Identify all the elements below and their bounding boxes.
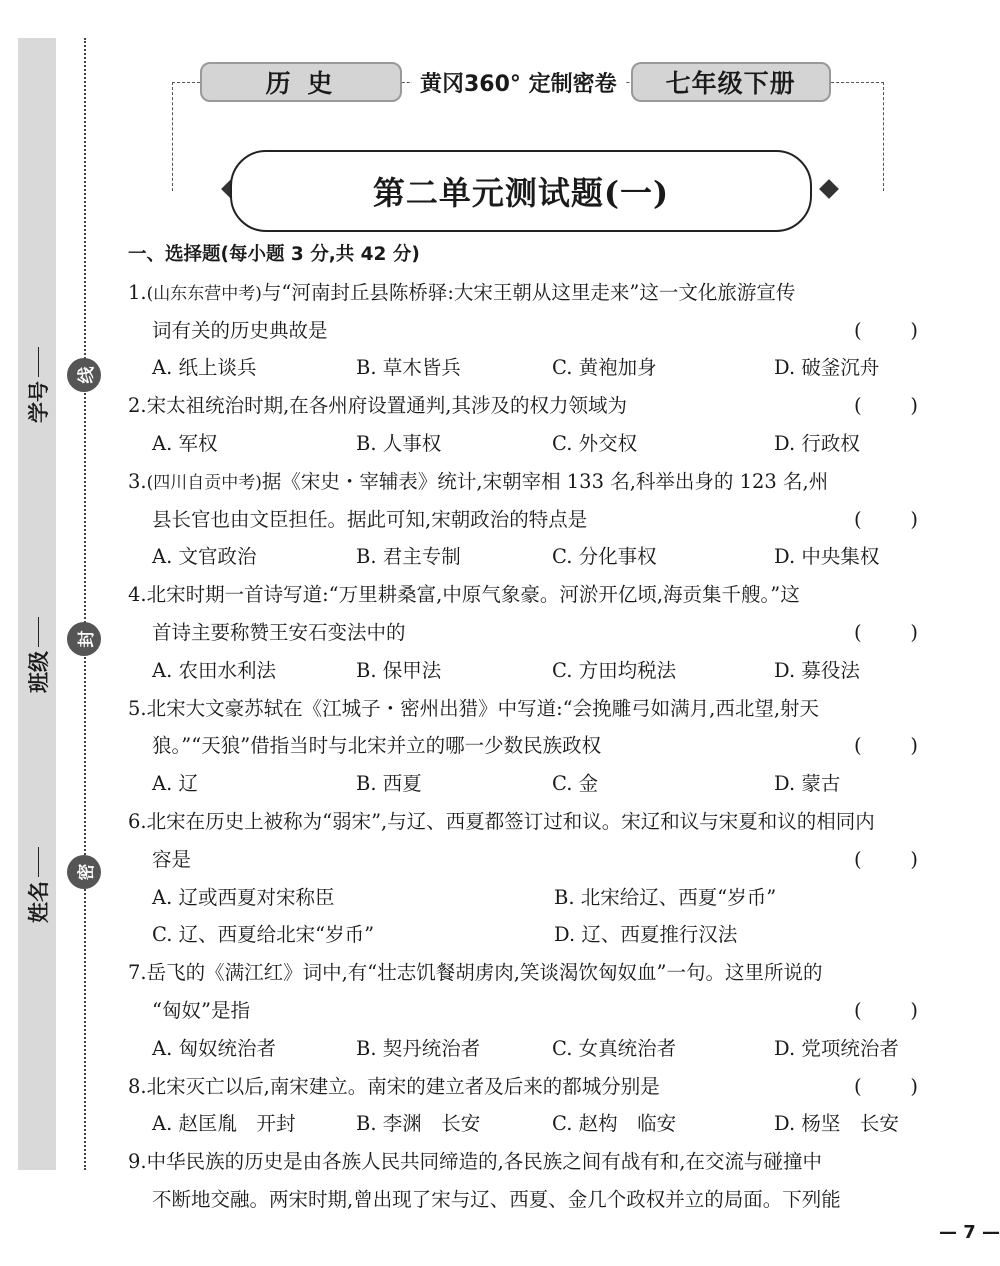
- option-c: C. 辽、西夏给北宋“岁币”: [152, 923, 375, 947]
- option-c: C. 黄袍加身: [552, 356, 657, 380]
- class-label: 班级: [27, 651, 51, 693]
- option-b: B. 人事权: [356, 431, 442, 455]
- question-1-line-2: 词有关的历史典故是 ( ): [128, 312, 928, 350]
- question-3-line-2: 县长官也由文臣担任。据此可知,宋朝政治的特点是 ( ): [128, 501, 928, 539]
- option-c: C. 赵构 临安: [552, 1112, 677, 1136]
- header-bar: [200, 62, 831, 102]
- option-b: B. 西夏: [356, 772, 422, 796]
- question-5-options: [128, 765, 928, 803]
- question-7-options: [128, 1030, 928, 1068]
- option-a: A. 赵匡胤 开封: [152, 1112, 296, 1136]
- question-3-options: [128, 538, 928, 576]
- answer-parentheses[interactable]: ( ): [854, 394, 918, 418]
- page-title: 第二单元测试题(一): [230, 150, 812, 232]
- seal-seal-badge: 封: [67, 622, 101, 656]
- class-field[interactable]: [23, 617, 53, 693]
- question-6-line-2: 容是 ( ): [128, 841, 928, 879]
- option-a: A. 辽或西夏对宋称臣: [152, 885, 335, 909]
- binding-strip: [18, 38, 56, 1170]
- question-5-line-2: 狼。”“天狼”借指当时与北宋并立的哪一少数民族政权 ( ): [128, 727, 928, 765]
- option-d: D. 行政权: [774, 431, 860, 455]
- grade-pill: 七年级下册: [631, 62, 831, 102]
- seal-line-badge: 线: [67, 358, 101, 392]
- subject-pill: 历 史: [200, 62, 402, 102]
- question-9-line-2: 不断地交融。两宋时期,曾出现了宋与辽、西夏、金几个政权并立的局面。下列能: [152, 1187, 841, 1211]
- option-d: D. 辽、西夏推行汉法: [554, 923, 738, 947]
- question-source: (四川自贡中考): [146, 472, 262, 493]
- option-b: B. 契丹统治者: [356, 1036, 481, 1060]
- option-d: D. 蒙古: [774, 772, 841, 796]
- option-d: D. 破釜沉舟: [774, 356, 880, 380]
- question-3-line-1: 3.(四川自贡中考)据《宋史・宰辅表》统计,宋朝宰相 133 名,科举出身的 123 名,州: [128, 469, 829, 493]
- question-8-options: [128, 1105, 928, 1143]
- question-5-line-1: 5.北宋大文豪苏轼在《江城子・密州出猎》中写道:“会挽雕弓如满月,西北望,射天: [128, 696, 820, 720]
- question-9-line-1: 9.中华民族的历史是由各族人民共同缔造的,各民族之间有战有和,在交流与碰撞中: [128, 1150, 823, 1174]
- option-c: C. 金: [552, 772, 599, 796]
- answer-parentheses[interactable]: ( ): [854, 847, 918, 871]
- option-d: D. 党项统治者: [774, 1036, 899, 1060]
- question-8-line-1: 8.北宋灭亡以后,南宋建立。南宋的建立者及后来的都城分别是 ( ): [128, 1068, 928, 1106]
- option-a: A. 匈奴统治者: [152, 1036, 276, 1060]
- question-1-options: [128, 349, 928, 387]
- question-2-line-1: 2.宋太祖统治时期,在各州府设置通判,其涉及的权力领域为 ( ): [128, 387, 928, 425]
- section-title: 一、选择题(每小题 3 分,共 42 分): [128, 244, 420, 265]
- option-b: B. 保甲法: [356, 658, 442, 682]
- answer-parentheses[interactable]: ( ): [854, 734, 918, 758]
- question-4-line-2: 首诗主要称赞王安石变法中的 ( ): [128, 614, 928, 652]
- option-b: B. 北宋给辽、西夏“岁币”: [554, 885, 777, 909]
- option-a: A. 纸上谈兵: [152, 356, 257, 380]
- question-1-line-1: 1.(山东东营中考)与“河南封丘县陈桥驿:大宋王朝从这里走来”这一文化旅游宣传: [128, 280, 796, 304]
- answer-parentheses[interactable]: ( ): [854, 507, 918, 531]
- option-d: D. 中央集权: [774, 545, 880, 569]
- name-label: 姓名: [27, 881, 51, 923]
- answer-parentheses[interactable]: ( ): [854, 1074, 918, 1098]
- exam-content: [128, 236, 928, 1219]
- option-b: B. 草木皆兵: [356, 356, 461, 380]
- question-4-options: [128, 652, 928, 690]
- question-7-line-1: 7.岳飞的《满江红》词中,有“壮志饥餐胡虏肉,笑谈渴饮匈奴血”一句。这里所说的: [128, 961, 823, 985]
- question-6-options-row-2: [128, 916, 928, 954]
- question-7-line-2: “匈奴”是指 ( ): [128, 992, 928, 1030]
- option-d: D. 杨坚 长安: [774, 1112, 899, 1136]
- answer-parentheses[interactable]: ( ): [854, 998, 918, 1022]
- answer-parentheses[interactable]: ( ): [854, 620, 918, 644]
- option-a: A. 农田水利法: [152, 658, 276, 682]
- question-6-options-row-1: [128, 879, 928, 917]
- page-number: — 7 —: [938, 1222, 1000, 1243]
- option-c: C. 外交权: [552, 431, 638, 455]
- option-b: B. 李渊 长安: [356, 1112, 481, 1136]
- option-c: C. 女真统治者: [552, 1036, 677, 1060]
- question-6-line-1: 6.北宋在历史上被称为“弱宋”,与辽、西夏都签订过和议。宋辽和议与宋夏和议的相同内: [128, 809, 875, 833]
- name-field[interactable]: [23, 847, 53, 923]
- option-a: A. 文官政治: [152, 545, 257, 569]
- question-source: (山东东营中考): [146, 283, 262, 304]
- option-a: A. 军权: [152, 431, 218, 455]
- seal-secret-badge: 密: [67, 855, 101, 889]
- student-id-field[interactable]: [23, 347, 53, 423]
- option-c: C. 分化事权: [552, 545, 657, 569]
- brand-text: 黄冈360° 定制密卷: [412, 67, 625, 98]
- option-a: A. 辽: [152, 772, 198, 796]
- option-b: B. 君主专制: [356, 545, 461, 569]
- answer-parentheses[interactable]: ( ): [854, 318, 918, 342]
- student-id-label: 学号: [27, 381, 51, 423]
- option-c: C. 方田均税法: [552, 658, 677, 682]
- question-2-options: [128, 425, 928, 463]
- cut-line: [84, 38, 86, 1170]
- question-4-line-1: 4.北宋时期一首诗写道:“万里耕桑富,中原气象豪。河淤开亿顷,海贡集千艘。”这: [128, 583, 800, 607]
- option-d: D. 募役法: [774, 658, 860, 682]
